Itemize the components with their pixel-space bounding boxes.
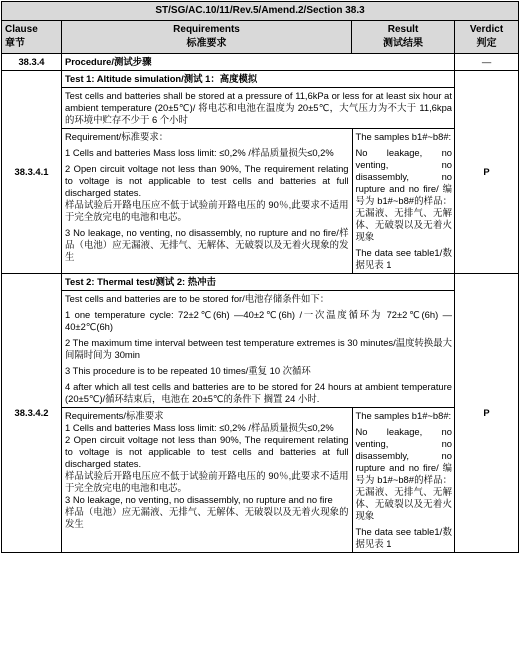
test1-title: Test 1: Altitude simulation/测试 1：高度模拟 (62, 71, 455, 88)
procedure-clause: 38.3.4 (2, 54, 62, 71)
test1-row (2, 71, 519, 274)
procedure-verdict: — (455, 54, 519, 71)
test2-line5: 4 after which all test cells and batteries are to be stored for 24 hours at ambient temperature (20±5℃)/循环结束后，电池在 20±5℃的条件下 搁置 24 小时. (65, 381, 452, 404)
verdict-header (455, 21, 519, 54)
document-title: ST/SG/AC.10/11/Rev.5/Amend.2/Section 38.3 (2, 2, 519, 21)
test2-clause: 38.3.4.2 (2, 274, 62, 553)
test1-res3: The data see table1/数据见表 1 (355, 247, 453, 270)
clause-header-en: Clause (5, 24, 38, 35)
test1-requirements (62, 129, 352, 274)
requirements-header-cn: 标准要求 (186, 38, 227, 49)
verdict-header-en: Verdict (469, 24, 504, 35)
test1-content (62, 71, 455, 274)
test1-res2: No leakage, no venting, no disassembly, no rupture and no fire/ 编号为 b1#~b8#的样品：无漏液、无排气、无解体、无破裂以及无着火现象 (355, 147, 453, 242)
test1-result (352, 129, 455, 274)
document-title-row (2, 2, 519, 21)
verdict-header-cn: 判定 (476, 38, 497, 49)
test2-req3: 3 No leakage, no venting, no disassembly, no rupture and no fire (65, 494, 333, 505)
test2-req1: 1 Cells and batteries Mass loss limit: ≤0,2% /样品质量损失≤0,2% (65, 422, 334, 433)
test2-requirements (62, 408, 352, 553)
procedure-row (2, 54, 519, 71)
test1-req1: 1 Cells and batteries Mass loss limit: ≤0,2% /样品质量损失≤0,2% (65, 147, 334, 158)
test2-inner-table (62, 274, 455, 552)
test2-title: Test 2: Thermal test/测试 2: 热冲击 (62, 274, 455, 291)
result-header-en: Result (387, 24, 419, 35)
result-header (352, 21, 455, 54)
procedure-text: Procedure/测试步骤 (62, 54, 455, 71)
test2-res3: The data see table1/数据见表 1 (355, 526, 452, 549)
test2-line4: 3 This procedure is to be repeated 10 times/重复 10 次循环 (65, 365, 311, 376)
table-header-row (2, 21, 519, 54)
test2-req2-cn: 样品试验后开路电压应不低于试验前开路电压的 90％,此要求不适用于完全放完电的电池和电芯。 (65, 470, 349, 493)
test2-line2: 1 one temperature cycle: 72±2℃(6h) —40±2℃(6h) /一次温度循环为 72±2℃(6h) —40±2℃(6h) (65, 309, 452, 332)
test2-res2: No leakage, no venting, no disassembly, no rupture and no fire/ 编号为 b1#~b8#的样品：无漏液、无排气、无解体、无破裂以及无着火现象 (355, 426, 452, 521)
clause-header-cn: 章节 (5, 38, 25, 49)
test1-clause: 38.3.4.1 (2, 71, 62, 274)
test1-verdict: P (455, 71, 519, 274)
test1-req2: 2 Open circuit voltage not less than 90%, The requirement relating to voltage is not applicable to test cells and batteries at full discharged states. (65, 163, 349, 198)
test1-description: Test cells and batteries shall be stored at a pressure of 11,6kPa or less for at least six hour at ambient temperature (20±5℃)/ 将电芯和电池在温度为 20±5℃，大气压力为不大于 11,6kpa 的环境中贮存不少于 6 个小时 (62, 88, 455, 129)
test2-req-heading: Requirements/标准要求 (65, 410, 164, 421)
test2-verdict: P (455, 274, 519, 553)
test2-line1: Test cells and batteries are to be stored for/电池存储条件如下： (65, 293, 330, 304)
test1-req2-cn: 样品试验后开路电压应不低于试验前开路电压的 90％,此要求不适用于完全放完电的电池和电芯。 (65, 199, 349, 222)
report-page (1, 1, 518, 553)
test1-req-heading: Requirement/标准要求： (65, 131, 169, 142)
test1-inner-table (62, 71, 455, 273)
test2-res1: The samples b1#~b8#: (355, 410, 452, 421)
clause-header (2, 21, 62, 54)
test1-res1: The samples b1#~b8#: (355, 131, 452, 142)
result-header-cn: 测试结果 (383, 38, 423, 49)
test2-content (62, 274, 455, 553)
test2-result (352, 408, 455, 553)
requirements-header-en: Requirements (173, 24, 240, 35)
test2-line3: 2 The maximum time interval between test temperature extremes is 30 minutes/温度转换最大间隔时间为 30min (65, 337, 452, 360)
test2-req3-cn: 样品（电池）应无漏液、无排气、无解体、无破裂以及无着火现象的发生 (65, 506, 349, 529)
requirements-header (62, 21, 352, 54)
test1-req3: 3 No leakage, no venting, no disassembly, no rupture and no fire/样品（电池）应无漏液、无排气、无解体、无破裂以及无着火现象的发生 (65, 227, 349, 262)
test2-req2: 2 Open circuit voltage not less than 90%, The requirement relating to voltage is not applicable to test cells and batteries at full discharged states. (65, 434, 349, 469)
test2-row (2, 274, 519, 553)
test-report-table (1, 1, 519, 553)
test2-conditions (62, 291, 455, 408)
